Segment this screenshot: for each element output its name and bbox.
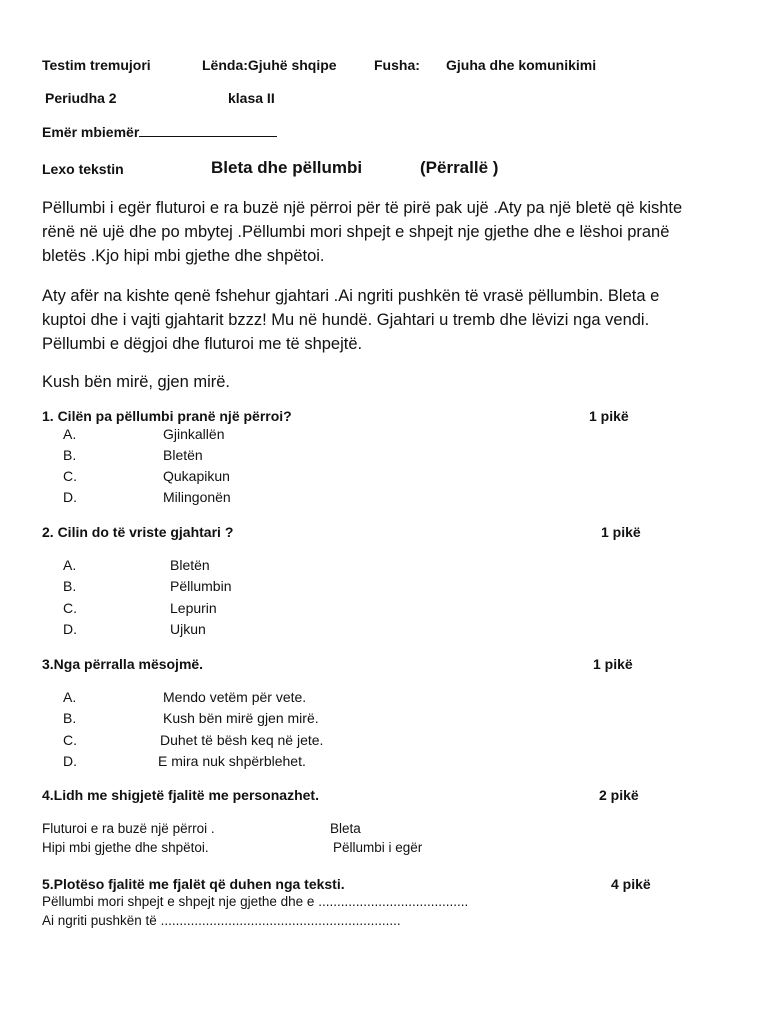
q2-option-b-letter: B. [63, 578, 77, 594]
q4-sentence-1[interactable]: Fluturoi e ra buzë një përroi . [42, 821, 215, 836]
q1-option-a-letter: A. [63, 426, 77, 442]
q2-option-c[interactable]: Lepurin [170, 600, 217, 616]
question-4-title: 4.Lidh me shigjetë fjalitë me personazhet. [42, 787, 319, 803]
q3-option-c-letter: C. [63, 732, 77, 748]
test-type: Testim tremujori [42, 57, 151, 73]
question-2-points: 1 pikë [601, 524, 641, 540]
name-field[interactable] [42, 124, 277, 140]
grade-label: klasa II [228, 90, 275, 106]
q1-option-d-letter: D. [63, 489, 77, 505]
paragraph-line: Pëllumbi e dëgjoi dhe fluturoi me të shpejtë. [42, 335, 363, 353]
q5-line-1-text: Pëllumbi mori shpejt e shpejt nje gjethe dhe e [42, 894, 315, 909]
q3-option-b[interactable]: Kush bën mirë gjen mirë. [163, 710, 319, 726]
q3-option-a[interactable]: Mendo vetëm për vete. [163, 689, 307, 705]
question-4-points: 2 pikë [599, 787, 639, 803]
moral-line: Kush bën mirë, gjen mirë. [42, 373, 231, 391]
q5-line-1 [42, 894, 468, 909]
name-blank-line [139, 136, 277, 137]
paragraph-line: Aty afër na kishte qenë fshehur gjahtari .Ai ngriti pushkën të vrasë pëllumbin. Bleta e [42, 287, 660, 305]
question-3-title: 3.Nga përralla mësojmë. [42, 656, 204, 672]
question-3-points: 1 pikë [593, 656, 633, 672]
q1-option-c[interactable]: Qukapikun [163, 468, 230, 484]
q4-character-2[interactable]: Pëllumbi i egër [333, 840, 423, 855]
q1-option-d[interactable]: Milingonën [163, 489, 231, 505]
q4-sentence-2[interactable]: Hipi mbi gjethe dhe shpëtoi. [42, 840, 209, 855]
reading-instruction: Lexo tekstin [42, 161, 124, 177]
story-genre: (Përrallë ) [420, 158, 499, 177]
q1-option-b-letter: B. [63, 447, 77, 463]
q2-option-c-letter: C. [63, 600, 77, 616]
q2-option-a-letter: A. [63, 557, 77, 573]
q5-line-2-text: Ai ngriti pushkën të [42, 913, 157, 928]
paragraph-line: kuptoi dhe i vajti gjahtarit bzzz! Mu në hundë. Gjahtari u tremb dhe lëvizi nga vendi. [42, 311, 650, 329]
name-label: Emër mbiemër [42, 124, 140, 140]
paragraph-line: bletës .Kjo hipi mbi gjethe dhe shpëtoi. [42, 247, 325, 265]
q5-line-2 [42, 913, 401, 928]
q4-character-1[interactable]: Bleta [330, 821, 361, 836]
story-title: Bleta dhe pëllumbi [211, 158, 363, 177]
question-5-points: 4 pikë [611, 876, 651, 892]
q2-option-b[interactable]: Pëllumbin [170, 578, 232, 594]
subject-label: Lënda:Gjuhë shqipe [202, 57, 337, 73]
period-label: Periudha 2 [45, 90, 117, 106]
q3-option-b-letter: B. [63, 710, 77, 726]
question-2-title: 2. Cilin do të vriste gjahtari ? [42, 524, 234, 540]
question-1-title: 1. Cilën pa pëllumbi pranë një përroi? [42, 408, 292, 424]
q3-option-d[interactable]: E mira nuk shpërblehet. [158, 753, 306, 769]
q3-option-c[interactable]: Duhet të bësh keq në jete. [160, 732, 324, 748]
question-1-points: 1 pikë [589, 408, 629, 424]
q5-blank-1[interactable]: ........................................ [318, 894, 469, 909]
paragraph-line: Pëllumbi i egër fluturoi e ra buzë një përroi për të pirë pak ujë .Aty pa një bletë që kishte [42, 199, 683, 217]
q1-option-a[interactable]: Gjinkallën [163, 426, 225, 442]
q5-blank-2[interactable]: ................................................................ [160, 913, 401, 928]
field-label: Fusha: [374, 57, 420, 73]
field-value: Gjuha dhe komunikimi [446, 57, 597, 73]
question-5-title: 5.Plotëso fjalitë me fjalët që duhen nga teksti. [42, 876, 345, 892]
q2-option-d-letter: D. [63, 621, 77, 637]
q1-option-c-letter: C. [63, 468, 77, 484]
q2-option-a[interactable]: Bletën [170, 557, 210, 573]
paragraph-line: rënë në ujë dhe po mbytej .Pëllumbi mori shpejt e shpejt nje gjethe dhe e lëshoi pranë [42, 223, 670, 241]
q3-option-a-letter: A. [63, 689, 77, 705]
paragraph-1 [42, 196, 682, 268]
q1-option-b[interactable]: Bletën [163, 447, 203, 463]
paragraph-2 [42, 284, 659, 356]
q3-option-d-letter: D. [63, 753, 77, 769]
q2-option-d[interactable]: Ujkun [170, 621, 206, 637]
